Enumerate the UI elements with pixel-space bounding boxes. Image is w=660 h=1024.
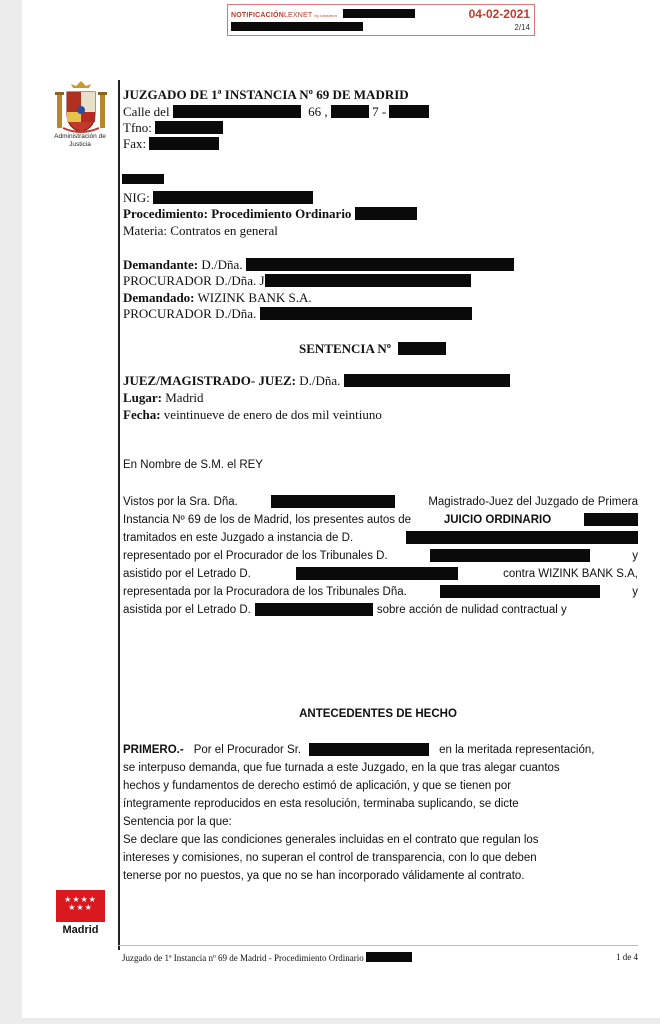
redaction bbox=[296, 567, 458, 580]
redaction bbox=[440, 585, 600, 598]
notification-brand-suffix: LEXNET bbox=[283, 12, 313, 19]
notification-stamp bbox=[227, 4, 535, 36]
nig-line bbox=[123, 190, 313, 206]
intro-line bbox=[123, 601, 638, 619]
primero-text: intereses y comisiones, no superan el control de transparencia, con lo que deben bbox=[123, 852, 537, 864]
intro-text: representado por el Procurador de los Tribunales D. bbox=[123, 550, 388, 562]
date-line bbox=[123, 407, 382, 423]
notification-page: 2/14 bbox=[514, 23, 530, 32]
antecedentes-title: ANTECEDENTES DE HECHO bbox=[299, 708, 457, 720]
margin-rule bbox=[118, 80, 120, 950]
document-page bbox=[22, 0, 660, 1018]
subject-line: Materia: Contratos en general bbox=[123, 223, 278, 238]
intro-line bbox=[123, 529, 638, 547]
intro-text: representada por la Procuradora de los Tribunales Dña. bbox=[123, 586, 407, 598]
place-label: Lugar: bbox=[123, 390, 162, 405]
street-floor: 7 - bbox=[372, 104, 387, 119]
madrid-flag-icon bbox=[56, 890, 105, 922]
defendant-attorney-line bbox=[123, 306, 472, 322]
primero-text: tenerse por no puestos, ya que no se han incorporado válidamente al contrato. bbox=[123, 870, 525, 882]
primero-text: se interpuso demanda, que fue turnada a este Juzgado, en la que tras alegar cuantos bbox=[123, 762, 560, 774]
redaction bbox=[584, 513, 638, 526]
nig-label: NIG: bbox=[123, 190, 150, 205]
madrid-label: Madrid bbox=[62, 924, 99, 936]
plaintiff-value: D./Dña. bbox=[201, 257, 243, 272]
redaction bbox=[231, 22, 363, 31]
redaction bbox=[271, 495, 395, 508]
procedure-line bbox=[123, 206, 417, 222]
primero-text: Se declare que las condiciones generales incluidas en el contrato que regulan los bbox=[123, 834, 539, 846]
coat-of-arms-icon bbox=[53, 80, 109, 136]
primero-paragraph bbox=[123, 741, 638, 885]
redaction bbox=[265, 274, 471, 287]
primero-text: Sentencia por la que: bbox=[123, 816, 232, 828]
redaction bbox=[406, 531, 638, 544]
intro-text: Instancia Nº 69 de los de Madrid, los presentes autos de bbox=[123, 514, 412, 526]
redaction bbox=[246, 258, 514, 271]
intro-paragraph bbox=[123, 493, 638, 619]
intro-line bbox=[123, 583, 638, 601]
judge-label: JUEZ/MAGISTRADO- JUEZ: bbox=[123, 373, 296, 388]
primero-line bbox=[123, 759, 638, 777]
intro-line bbox=[123, 511, 638, 529]
primero-text: íntegramente reproducidos en esta resolución, terminaba suplicando, se dicte bbox=[123, 798, 519, 810]
intro-text: tramitados en este Juzgado a instancia de D. bbox=[123, 532, 354, 544]
date-label: Fecha: bbox=[123, 407, 161, 422]
place-value: Madrid bbox=[165, 390, 204, 405]
page-footer bbox=[122, 950, 638, 964]
intro-line bbox=[123, 565, 638, 583]
intro-text: sobre acción de nulidad contractual y bbox=[376, 604, 567, 616]
primero-line bbox=[123, 741, 638, 759]
stars-icon: ★★★★ ★★★ bbox=[64, 895, 97, 912]
judge-value: D./Dña. bbox=[299, 373, 341, 388]
defendant-attorney: PROCURADOR D./Dña. bbox=[123, 306, 257, 321]
procedure-label: Procedimiento: bbox=[123, 206, 208, 221]
redaction bbox=[149, 137, 219, 150]
primero-line bbox=[123, 867, 638, 885]
defendant-line bbox=[123, 290, 312, 306]
administration-label: Administración de Justicia bbox=[54, 133, 106, 148]
primero-line bbox=[123, 777, 638, 795]
redaction bbox=[355, 207, 417, 220]
date-value: veintinueve de enero de dos mil veintiuno bbox=[163, 407, 382, 422]
redaction bbox=[255, 603, 373, 616]
defendant-label: Demandado: bbox=[123, 290, 195, 305]
redaction bbox=[398, 342, 446, 355]
primero-line bbox=[123, 795, 638, 813]
court-title: JUZGADO DE 1ª INSTANCIA Nº 69 DE MADRID bbox=[123, 87, 409, 102]
notification-brand-by: by kmaleon bbox=[314, 13, 338, 18]
redaction bbox=[366, 952, 412, 962]
procedure-value: Procedimiento Ordinario bbox=[211, 206, 352, 221]
primero-line bbox=[123, 849, 638, 867]
plaintiff-label: Demandante: bbox=[123, 257, 199, 272]
court-phone bbox=[123, 120, 223, 136]
redaction bbox=[331, 105, 369, 118]
redaction bbox=[389, 105, 429, 118]
primero-text: en la meritada representación, bbox=[439, 744, 595, 756]
intro-text: contra WIZINK BANK S.A, bbox=[503, 568, 638, 580]
intro-text: y bbox=[632, 550, 638, 562]
redaction bbox=[309, 743, 429, 756]
primero-text: Por el Procurador Sr. bbox=[193, 744, 302, 756]
sentence-title bbox=[299, 341, 446, 357]
judge-line bbox=[123, 373, 510, 389]
intro-text: y bbox=[632, 586, 638, 598]
notification-brand-text: NOTIFICACIÓN bbox=[231, 12, 284, 19]
street-prefix: Calle del bbox=[123, 104, 170, 119]
primero-text: hechos y fundamentos de derecho estimó de aplicación, y que se tienen por bbox=[123, 780, 512, 792]
footer-left-text: Juzgado de 1ª Instancia nº 69 de Madrid - Procedimiento Ordinario bbox=[122, 952, 364, 963]
notification-brand bbox=[231, 9, 415, 19]
court-address bbox=[123, 104, 429, 120]
in-name-line: En Nombre de S.M. el REY bbox=[123, 459, 263, 471]
sentence-title-text: SENTENCIA Nº bbox=[299, 341, 392, 356]
intro-text: asistida por el Letrado D. bbox=[123, 604, 251, 616]
redaction bbox=[155, 121, 223, 134]
intro-text: asistido por el Letrado D. bbox=[123, 568, 251, 580]
plaintiff-attorney: PROCURADOR D./Dña. J bbox=[123, 273, 265, 288]
intro-text: JUICIO ORDINARIO bbox=[443, 514, 552, 526]
redaction bbox=[343, 9, 415, 18]
defendant-value: WIZINK BANK S.A. bbox=[197, 290, 312, 305]
court-fax bbox=[123, 136, 219, 152]
redaction bbox=[430, 549, 590, 562]
intro-text: Vistos por la Sra. Dña. bbox=[123, 496, 238, 508]
notification-date: 04-02-2021 bbox=[468, 7, 530, 21]
intro-line bbox=[123, 547, 638, 565]
place-line bbox=[123, 390, 204, 406]
footer-left bbox=[122, 952, 412, 963]
plaintiff-line bbox=[123, 257, 514, 273]
street-number: 66 , bbox=[308, 104, 328, 119]
intro-line bbox=[123, 493, 638, 511]
primero-line bbox=[123, 813, 638, 831]
footer-page-number: 1 de 4 bbox=[616, 952, 638, 962]
plaintiff-attorney-line bbox=[123, 273, 471, 289]
primero-label: PRIMERO.- bbox=[123, 744, 184, 756]
intro-text: Magistrado-Juez del Juzgado de Primera bbox=[428, 496, 638, 508]
footer-rule bbox=[118, 945, 638, 946]
primero-line bbox=[123, 831, 638, 849]
fax-label: Fax: bbox=[123, 136, 147, 151]
redaction bbox=[260, 307, 472, 320]
redaction bbox=[344, 374, 510, 387]
redaction bbox=[173, 105, 301, 118]
redaction bbox=[122, 174, 164, 184]
phone-label: Tfno: bbox=[123, 120, 152, 135]
redaction bbox=[153, 191, 313, 204]
